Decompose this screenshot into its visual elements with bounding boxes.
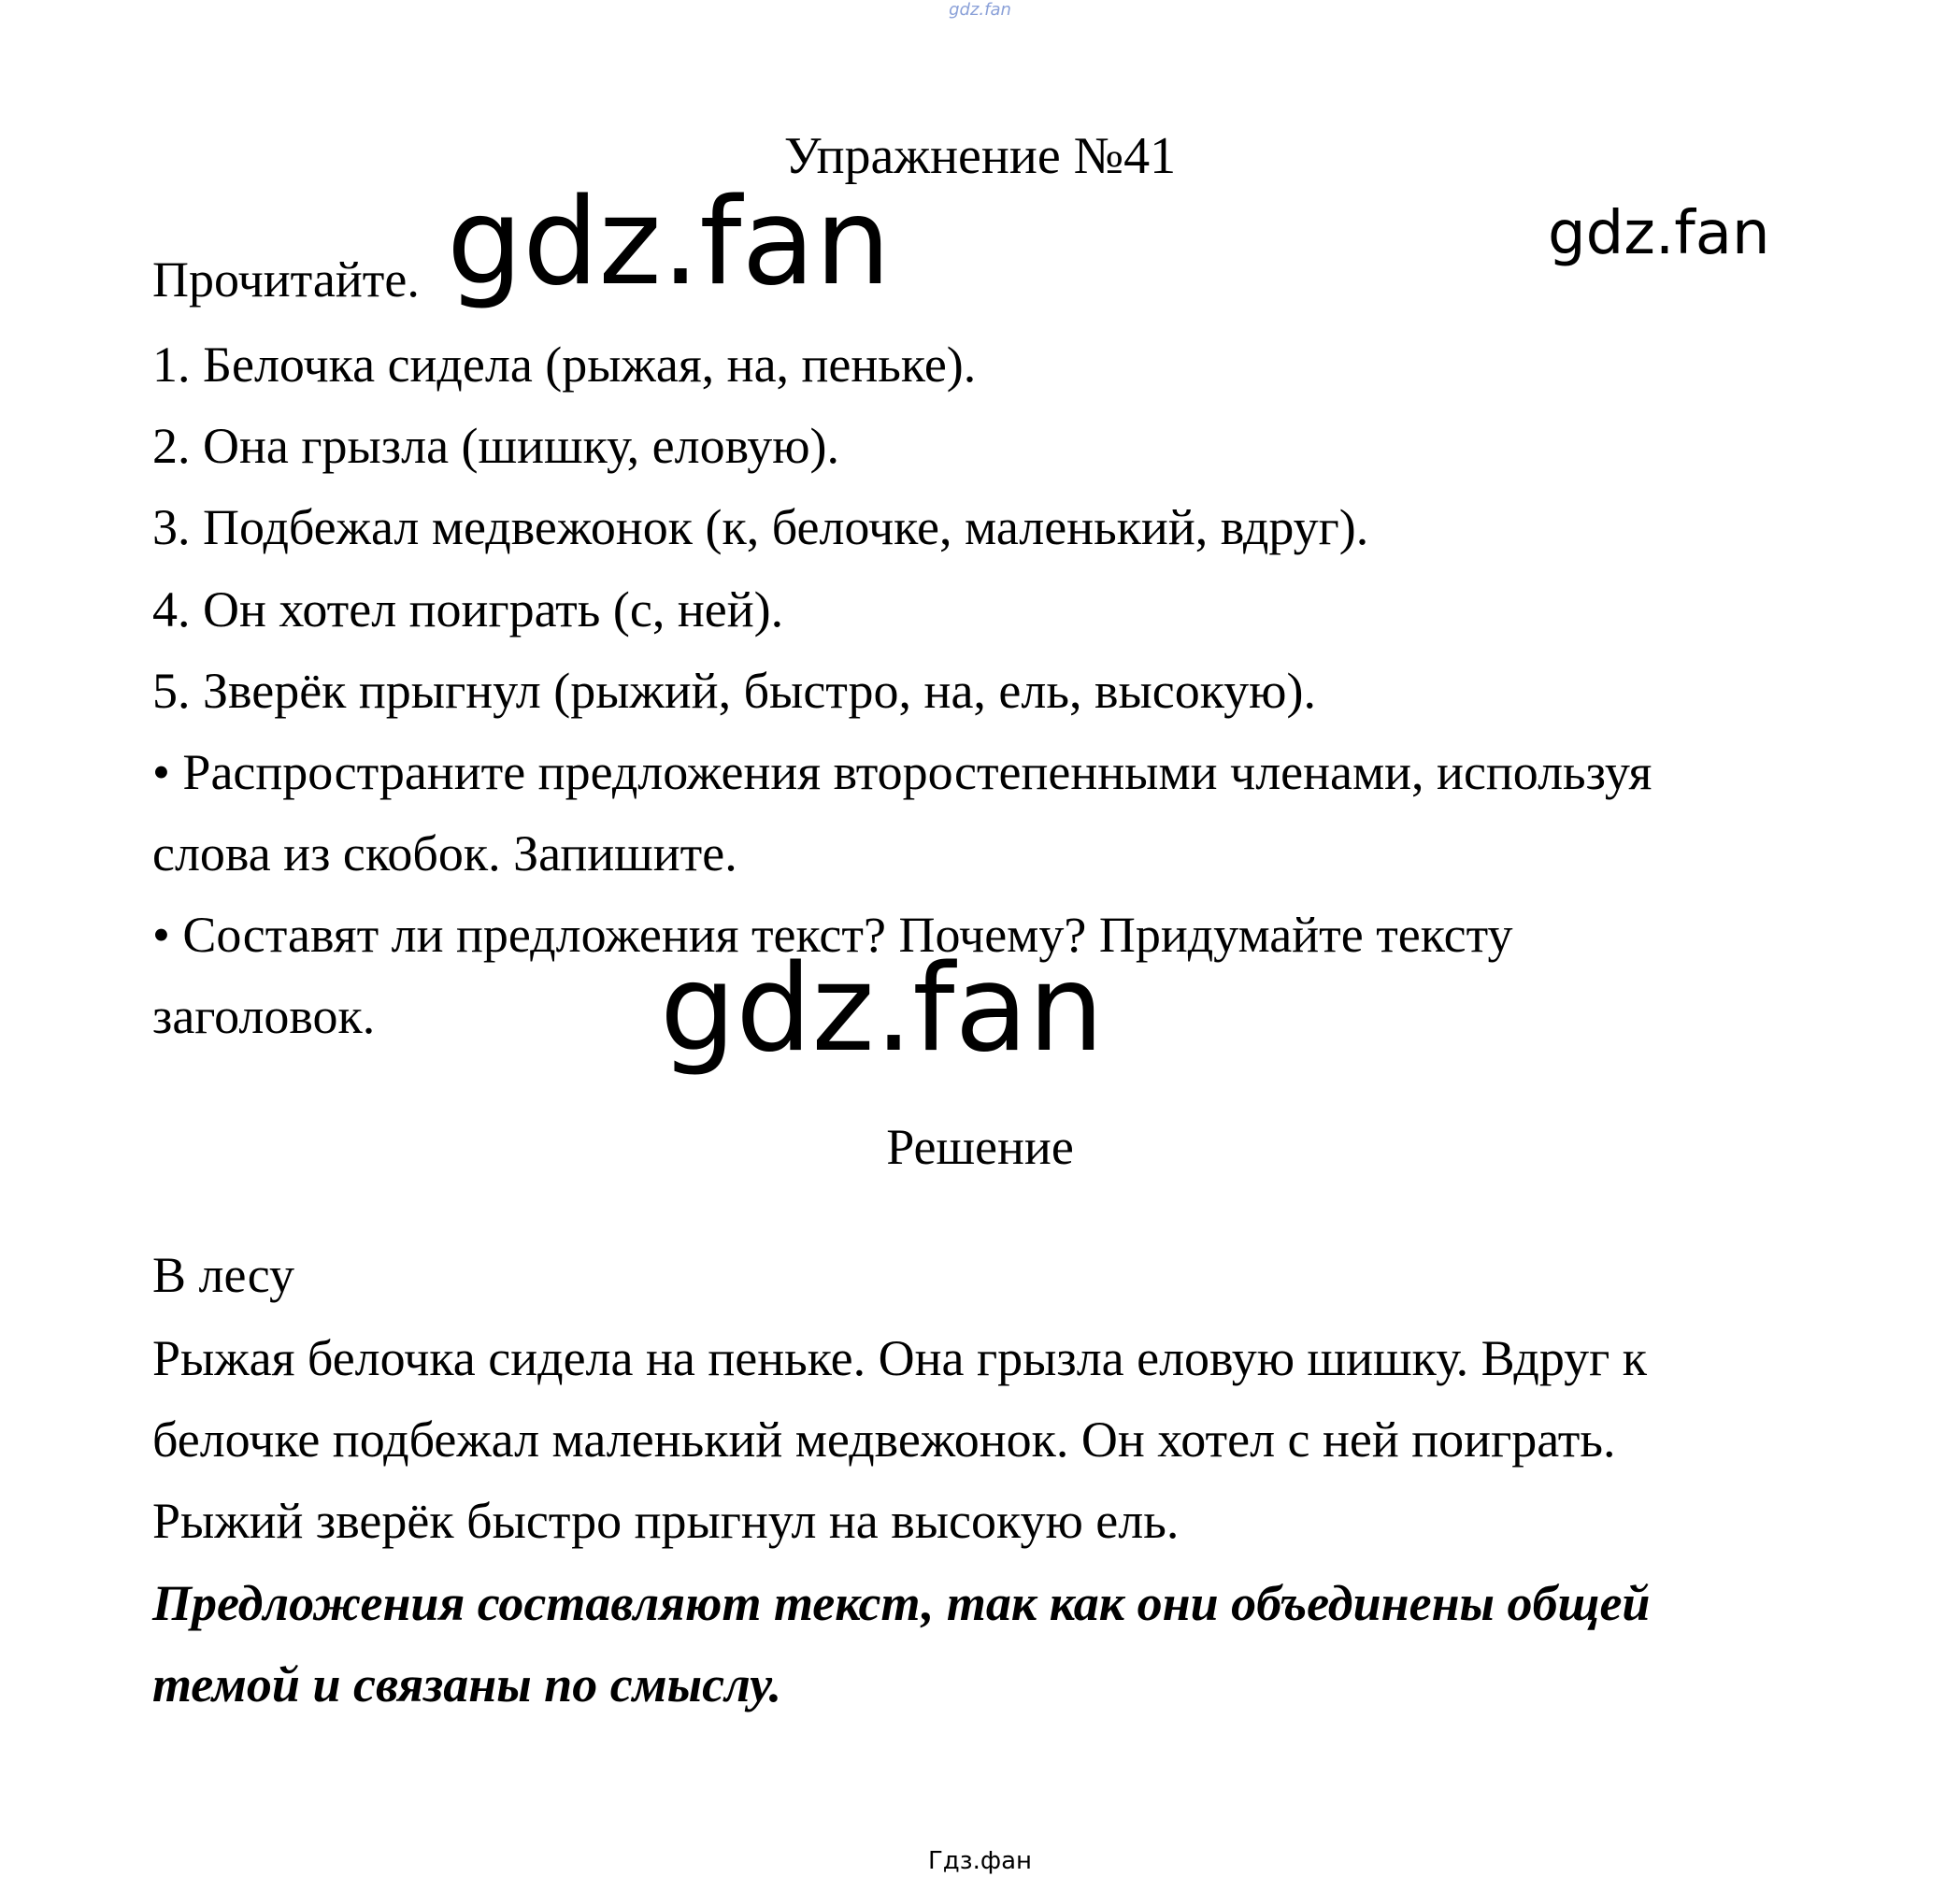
watermark-small-right: gdz.fan bbox=[1548, 199, 1770, 268]
instruction-2-line-1: • Составят ли предложения текст? Почему? Придумайте тексту bbox=[152, 907, 1513, 963]
instruction-1-line-1: • Распространите предложения второстепенными членами, используя bbox=[152, 744, 1652, 800]
task-item-2: 2. Она грызла (шишку, еловую). bbox=[152, 418, 840, 474]
exercise-title: Упражнение №41 bbox=[783, 127, 1177, 185]
watermark-large-top: gdz.fan bbox=[447, 173, 891, 312]
conclusion-line-2: темой и связаны по смыслу. bbox=[152, 1656, 782, 1712]
solution-text-line-3: Рыжий зверёк быстро прыгнул на высокую ель. bbox=[152, 1493, 1180, 1549]
footer-site-label: Гдз.фан bbox=[927, 1847, 1033, 1875]
solution-text-title: В лесу bbox=[152, 1247, 295, 1303]
task-item-4: 4. Он хотел поиграть (с, ней). bbox=[152, 581, 784, 638]
watermark-large-middle: gdz.fan bbox=[660, 939, 1104, 1079]
task-item-3: 3. Подбежал медвежонок (к, белочке, маленький, вдруг). bbox=[152, 499, 1369, 555]
solution-text-line-1: Рыжая белочка сидела на пеньке. Она грызла еловую шишку. Вдруг к bbox=[152, 1330, 1647, 1386]
instruction-2-line-2: заголовок. bbox=[152, 988, 376, 1044]
top-watermark: gdz.fan bbox=[949, 0, 1011, 20]
task-item-5: 5. Зверёк прыгнул (рыжий, быстро, на, ель, высокую). bbox=[152, 663, 1317, 719]
instruction-1-line-2: слова из скобок. Запишите. bbox=[152, 825, 737, 881]
conclusion-line-1: Предложения составляют текст, так как они объединены общей bbox=[152, 1575, 1651, 1631]
solution-heading: Решение bbox=[886, 1119, 1074, 1175]
task-intro: Прочитайте. bbox=[152, 251, 420, 308]
solution-text-line-2: белочке подбежал маленький медвежонок. Он хотел с ней поиграть. bbox=[152, 1411, 1616, 1468]
task-item-1: 1. Белочка сидела (рыжая, на, пеньке). bbox=[152, 337, 977, 393]
